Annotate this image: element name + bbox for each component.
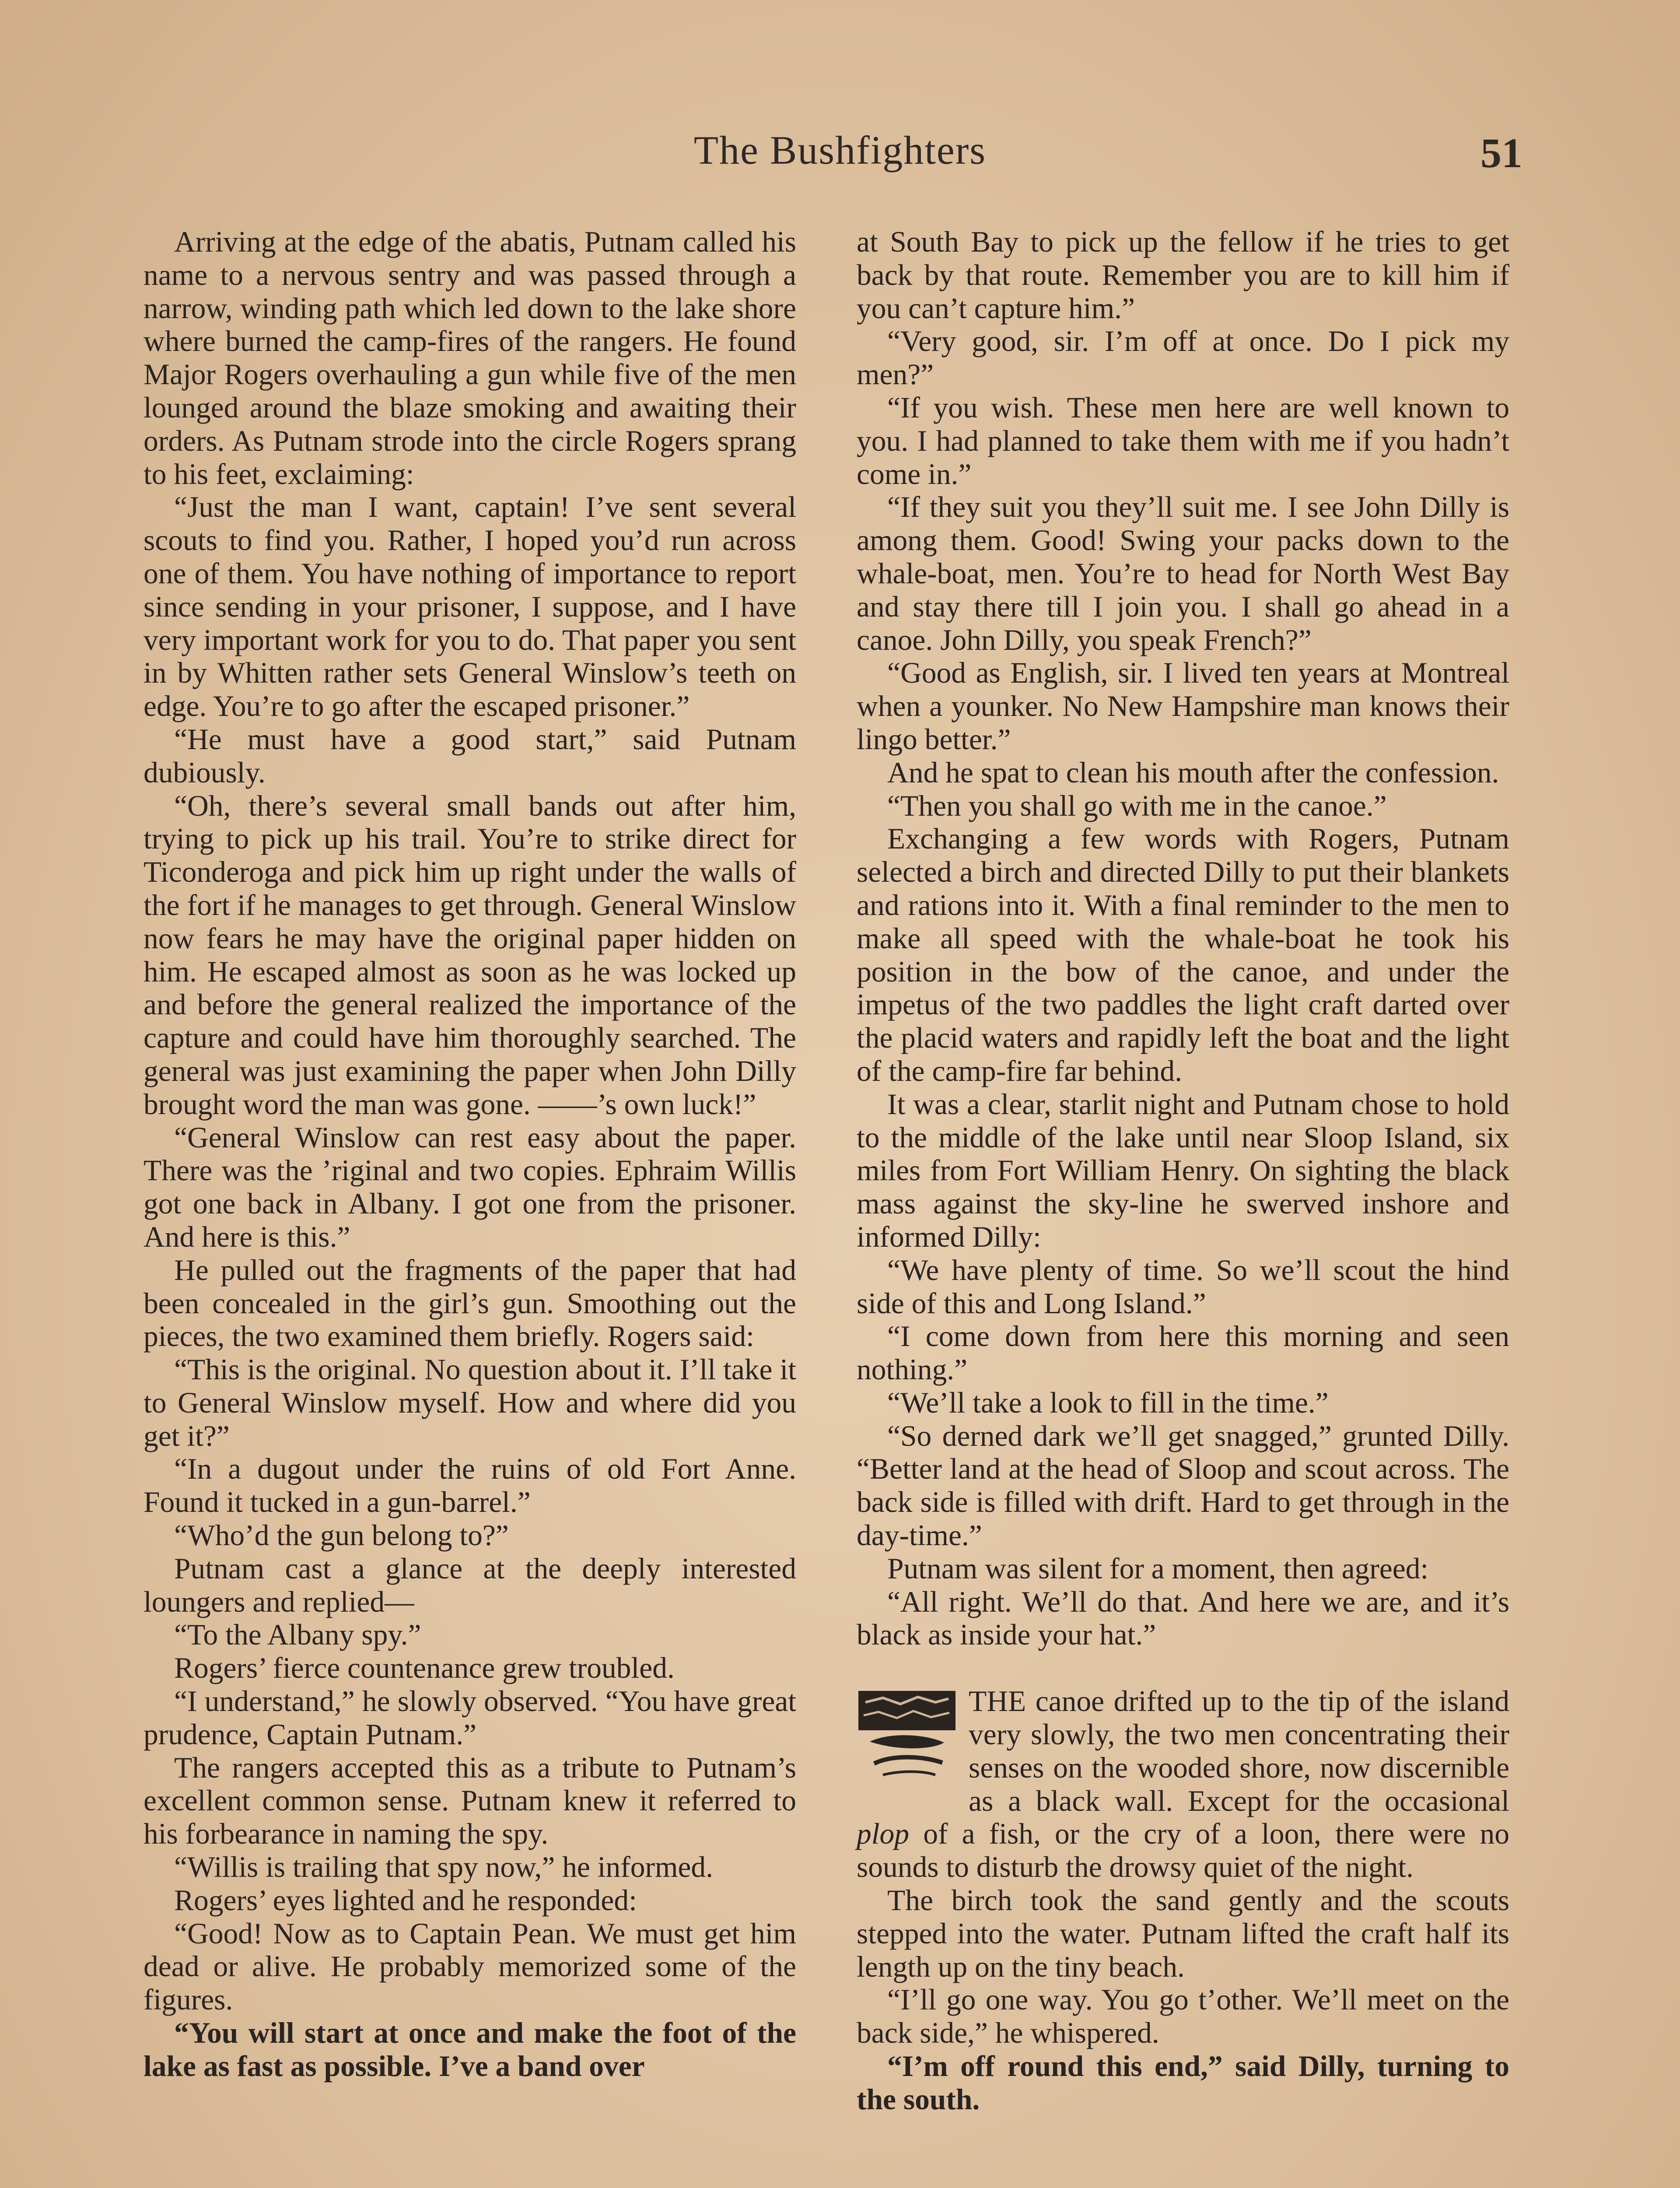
drop-cap-ornament (857, 1689, 957, 1785)
paragraph: “Just the man I want, captain! I’ve sent several scouts to find you. Rather, I hoped you’d run across one of them. You have nothing of importance to report since sending in your prisoner, I suppose, and I have very important work for you to do. That paper you sent in by Whitten rather sets General Winslow’s teeth on edge. You’re to go after the escaped prisoner.” (144, 491, 796, 723)
paragraph: “This is the original. No question about it. I’ll take it to General Winslow myself. How and where did you get it?” (144, 1353, 796, 1452)
paragraph: “We’ll take a look to fill in the time.” (887, 1386, 1329, 1419)
left-column (144, 225, 796, 2083)
paragraph: “To the Albany spy.” (174, 1618, 421, 1652)
paragraph: “You will start at once and make the foot of the lake as fast as possible. I’ve a band over (144, 2016, 796, 2083)
paragraph: “We have plenty of time. So we’ll scout the hind side of this and Long Island.” (857, 1253, 1509, 1320)
paragraph: Rogers’ eyes lighted and he responded: (174, 1883, 637, 1917)
paragraph: “Very good, sir. I’m off at once. Do I pick my men?” (857, 325, 1509, 391)
paragraph: “Good! Now as to Captain Pean. We must get him dead or alive. He probably memorized some of the figures. (144, 1917, 796, 2016)
paragraph: Rogers’ fierce countenance grew troubled. (174, 1652, 675, 1685)
paragraph: “Then you shall go with me in the canoe.” (887, 789, 1387, 822)
paragraph: It was a clear, starlit night and Putnam chose to hold to the middle of the lake until near Sloop Island, six miles from Fort William Henry. On sighting the black mass against the sky-line he swerved inshore and informed Dilly: (857, 1087, 1509, 1253)
initial-text-end: of a fish, or the cry of a loon, there were no sounds to disturb the drowsy quiet of the night. (857, 1817, 1509, 1884)
paragraph: The rangers accepted this as a tribute to Putnam’s excellent common sense. Putnam knew it referred to his forbearance in naming the spy. (144, 1751, 796, 1851)
paragraph: “He must have a good start,” said Putnam dubiously. (144, 722, 796, 789)
paragraph: Exchanging a few words with Rogers, Putnam selected a birch and directed Dilly to put their blankets and rations into it. With a final reminder to the men to make all speed with the whale-boat he took his position in the bow of the canoe, and under the impetus of the two paddles the light craft darted over the placid waters and rapidly left the boat and the light of the camp-fire far behind. (857, 822, 1509, 1087)
running-title: The Bushfighters (693, 128, 987, 172)
paragraph: “General Winslow can rest easy about the paper. There was the ’riginal and two copies. Ephraim Willis got one back in Albany. I got one from the prisoner. And here is this.” (144, 1121, 796, 1253)
paragraph: “I understand,” he slowly observed. “You have great prudence, Captain Putnam.” (144, 1685, 796, 1751)
paragraph: “I’m off round this end,” said Dilly, turning to the south. (857, 2050, 1509, 2116)
paragraph: “I’ll go one way. You go t’other. We’ll meet on the back side,” he whispered. (857, 1983, 1509, 2050)
page-number: 51 (1480, 130, 1522, 176)
right-column (857, 225, 1509, 2116)
paragraph: Arriving at the edge of the abatis, Putnam called his name to a nervous sentry and was passed through a narrow, winding path which led down to the lake shore where burned the camp-fires of the rangers. He found Major Rogers overhauling a gun while five of the men lounged around the blaze smoking and awaiting their orders. As Putnam strode into the circle Rogers sprang to his feet, exclaiming: (144, 225, 796, 491)
section-opening-paragraph (857, 1685, 1509, 1884)
paragraph: And he spat to clean his mouth after the confession. (887, 756, 1499, 789)
initial-text-start: THE canoe drifted up to the tip of the island very slowly, the two men concentrating their senses on the wooded shore, now discernible as a black wall. Except for the occasional (969, 1685, 1509, 1817)
italic-word: plop (857, 1817, 910, 1851)
paragraph: “So derned dark we’ll get snagged,” grunted Dilly. “Better land at the head of Sloop and scout across. The back side is filled with drift. Hard to get through in the day-time.” (857, 1419, 1509, 1552)
paragraph: “In a dugout under the ruins of old Fort Anne. Found it tucked in a gun-barrel.” (144, 1452, 796, 1519)
paragraph: “If they suit you they’ll suit me. I see John Dilly is among them. Good! Swing your packs down to the whale-boat, men. You’re to head for North West Bay and stay there till I join you. I shall go ahead in a canoe. John Dilly, you speak French?” (857, 491, 1509, 656)
paragraph: “Willis is trailing that spy now,” he informed. (174, 1851, 714, 1884)
paragraph: “Oh, there’s several small bands out after him, trying to pick up his trail. You’re to strike direct for Ticonderoga and pick him up right under the walls of the fort if he manages to get through. General Winslow now fears he may have the original paper hidden on him. He escaped almost as soon as he was locked up and before the general realized the importance of the capture and could have him thoroughly searched. The general was just examining the paper when John Dilly brought word the man was gone. ——’s own luck!” (144, 789, 796, 1121)
paragraph: “Good as English, sir. I lived ten years at Montreal when a younker. No New Hampshire man knows their lingo better.” (857, 656, 1509, 756)
paragraph: Putnam cast a glance at the deeply interested loungers and replied— (144, 1552, 796, 1618)
page-header (0, 127, 1680, 188)
paragraph: “Who’d the gun belong to?” (174, 1519, 509, 1552)
paragraph: Putnam was silent for a moment, then agreed: (887, 1552, 1429, 1585)
paragraph: “I come down from here this morning and seen nothing.” (857, 1320, 1509, 1386)
paragraph: “If you wish. These men here are well known to you. I had planned to take them with me if you hadn’t come in.” (857, 391, 1509, 491)
paragraph-continued: at South Bay to pick up the fellow if he tries to get back by that route. Remember you are to kill him if you can’t capture him.” (857, 225, 1509, 325)
paragraph: The birch took the sand gently and the scouts stepped into the water. Putnam lifted the craft half its length up on the tiny beach. (857, 1884, 1509, 1983)
paragraph: “All right. We’ll do that. And here we are, and it’s black as inside your hat.” (857, 1585, 1509, 1652)
paragraph: He pulled out the fragments of the paper that had been concealed in the girl’s gun. Smoothing out the pieces, the two examined them briefly. Rogers said: (144, 1253, 796, 1353)
